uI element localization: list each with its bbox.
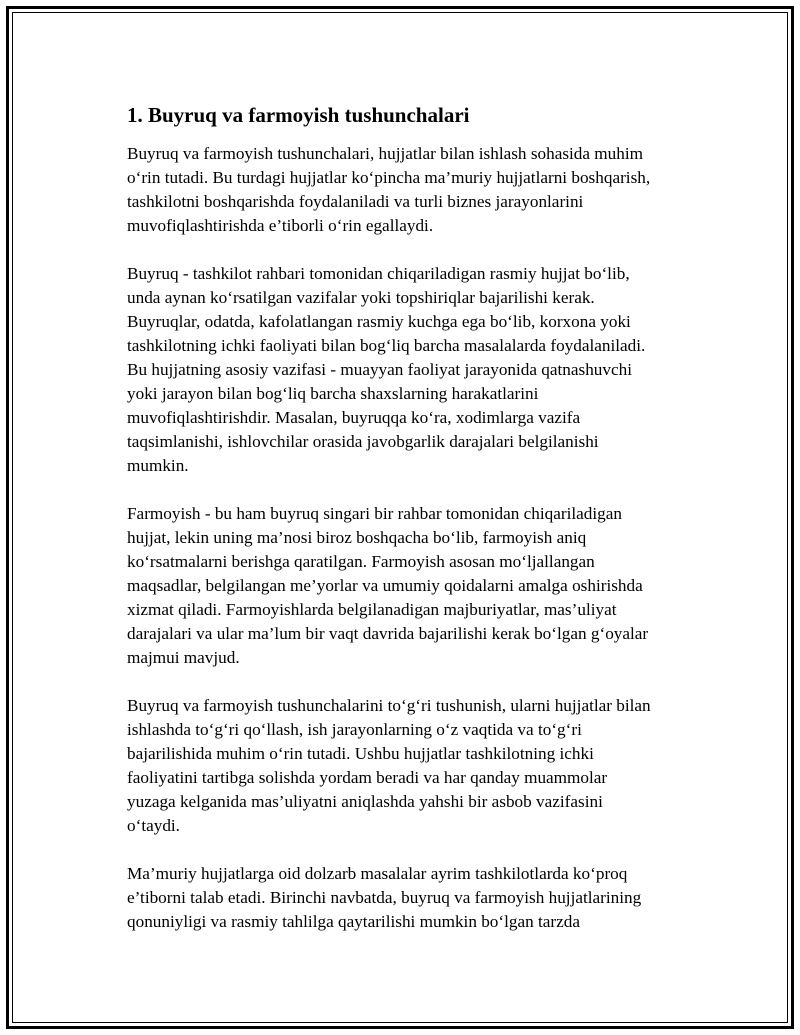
- paragraph-line: mumkin.: [127, 456, 189, 475]
- paragraph-line: tashkilotni boshqarishda foydalaniladi va turli biznes jarayonlarini: [127, 192, 584, 211]
- paragraph-line: e’tiborni talab etadi. Birinchi navbatda, buyruq va farmoyish hujjatlarining: [127, 888, 642, 907]
- paragraph-2: [127, 262, 707, 478]
- paragraph-line: yoki jarayon bilan bog‘liq barcha shaxslarning harakatlarini: [127, 384, 539, 403]
- paragraph-line: taqsimlanishi, ishlovchilar orasida javobgarlik darajalari belgilanishi: [127, 432, 599, 451]
- paragraph-line: Buyruq - tashkilot rahbari tomonidan chiqariladigan rasmiy hujjat bo‘lib,: [127, 264, 630, 283]
- paragraph-line: yuzaga kelganida mas’uliyatni aniqlashda yahshi bir asbob vazifasini: [127, 792, 603, 811]
- paragraph-line: Buyruq va farmoyish tushunchalarini to‘g‘ri tushunish, ularni hujjatlar bilan: [127, 696, 651, 715]
- paragraph-line: unda aynan ko‘rsatilgan vazifalar yoki topshiriqlar bajarilishi kerak.: [127, 288, 595, 307]
- paragraph-4: [127, 694, 707, 838]
- paragraph-line: Ma’muriy hujjatlarga oid dolzarb masalalar ayrim tashkilotlarda ko‘proq: [127, 864, 628, 883]
- paragraph-line: bajarilishida muhim o‘rin tutadi. Ushbu hujjatlar tashkilotning ichki: [127, 744, 594, 763]
- page-frame: [6, 6, 794, 1029]
- paragraph-line: Farmoyish - bu ham buyruq singari bir rahbar tomonidan chiqariladigan: [127, 504, 622, 523]
- paragraph-line: maqsadlar, belgilangan me’yorlar va umumiy qoidalarni amalga oshirishda: [127, 576, 643, 595]
- paragraph-line: qonuniyligi va rasmiy tahlilga qaytarilishi mumkin bo‘lgan tarzda: [127, 912, 580, 931]
- paragraph-3: [127, 502, 707, 670]
- document-body: [127, 101, 707, 958]
- paragraph-line: darajalari va ular ma’lum bir vaqt davrida bajarilishi kerak bo‘lgan g‘oyalar: [127, 624, 649, 643]
- paragraph-line: majmui mavjud.: [127, 648, 240, 667]
- paragraph-line: o‘taydi.: [127, 816, 180, 835]
- paragraph-5: [127, 862, 707, 934]
- paragraph-line: xizmat qiladi. Farmoyishlarda belgilanadigan majburiyatlar, mas’uliyat: [127, 600, 617, 619]
- paragraph-line: muvofiqlashtirishdir. Masalan, buyruqqa ko‘ra, xodimlarga vazifa: [127, 408, 581, 427]
- paragraph-line: Buyruq va farmoyish tushunchalari, hujjatlar bilan ishlash sohasida muhim: [127, 144, 644, 163]
- paragraph-line: o‘rin tutadi. Bu turdagi hujjatlar ko‘pincha ma’muriy hujjatlarni boshqarish,: [127, 168, 651, 187]
- paragraph-line: tashkilotning ichki faoliyati bilan bog‘liq barcha masalalarda foydalaniladi.: [127, 336, 646, 355]
- paragraph-line: Buyruqlar, odatda, kafolatlangan rasmiy kuchga ega bo‘lib, korxona yoki: [127, 312, 631, 331]
- paragraph-1: [127, 142, 707, 238]
- paragraph-line: faoliyatini tartibga solishda yordam beradi va har qanday muammolar: [127, 768, 608, 787]
- section-heading: 1. Buyruq va farmoyish tushunchalari: [127, 103, 470, 127]
- paragraph-line: ko‘rsatmalarni berishga qaratilgan. Farmoyish asosan mo‘ljallangan: [127, 552, 595, 571]
- paragraph-line: ishlashda to‘g‘ri qo‘llash, ish jarayonlarning o‘z vaqtida va to‘g‘ri: [127, 720, 582, 739]
- paragraph-line: hujjat, lekin uning ma’nosi biroz boshqacha bo‘lib, farmoyish aniq: [127, 528, 587, 547]
- paragraph-line: muvofiqlashtirishda e’tiborli o‘rin egallaydi.: [127, 216, 434, 235]
- paragraph-line: Bu hujjatning asosiy vazifasi - muayyan faoliyat jarayonida qatnashuvchi: [127, 360, 632, 379]
